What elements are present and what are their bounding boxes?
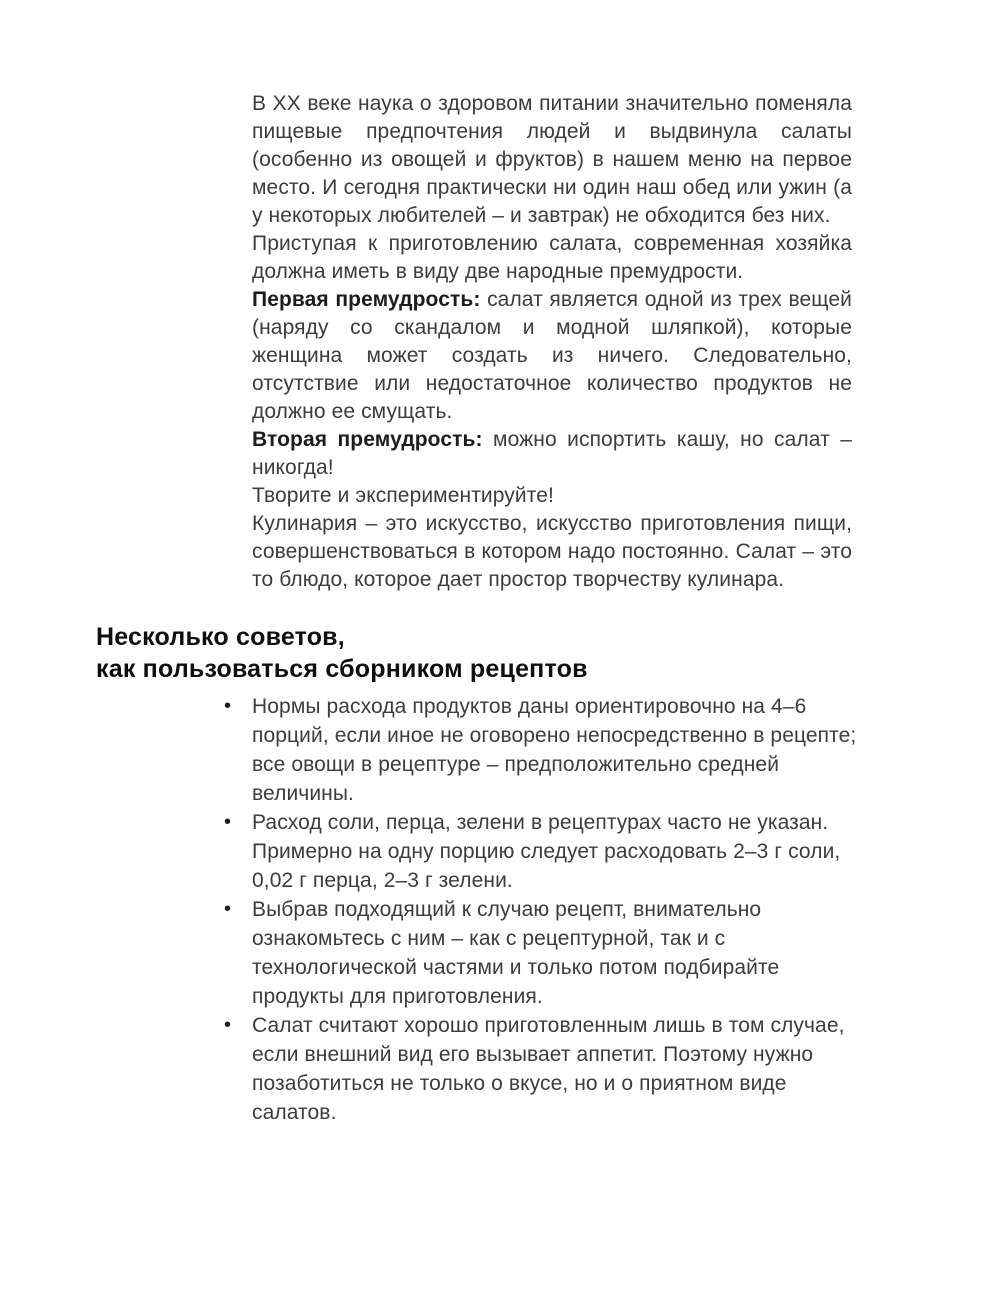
paragraph-text: В ХХ веке наука о здоровом питании значительно поменяла пищевые предпочтения людей и выдвинула салаты (особенно из овощей и фруктов) в нашем меню на первое место. И сегодня практически ни один наш обед или ужин (а у некоторых любителей – и завтрак) не обходится без них. bbox=[252, 92, 852, 227]
section-heading bbox=[96, 621, 588, 685]
heading-line-2: как пользоваться сборником рецептов bbox=[96, 654, 588, 683]
bullet-icon: • bbox=[224, 811, 232, 833]
heading-line-1: Несколько советов, bbox=[96, 622, 345, 651]
tip-item bbox=[224, 895, 858, 1011]
paragraph-text: салат является одной из трех вещей (наряду со скандалом и модной шляпкой), которые женщина может создать из ничего. Следовательно, отсутствие или недостаточное количество продуктов не должно ее смущать. bbox=[252, 288, 852, 423]
paragraph bbox=[252, 482, 852, 510]
paragraph-lead: Вторая премудрость: bbox=[252, 428, 483, 451]
intro-section bbox=[252, 90, 852, 594]
tip-text: Расход соли, перца, зелени в рецептурах часто не указан. Примерно на одну порцию следует расходовать 2–3 г соли, 0,02 г перца, 2–3 г зелени. bbox=[252, 811, 841, 892]
paragraph-text: Творите и экспериментируйте! bbox=[252, 484, 554, 507]
paragraph bbox=[252, 510, 852, 594]
tips-list bbox=[224, 692, 858, 1127]
paragraph-text: можно испортить кашу, но салат – никогда! bbox=[252, 428, 853, 479]
paragraph bbox=[252, 286, 852, 426]
tip-item bbox=[224, 1011, 858, 1127]
tip-text: Нормы расхода продуктов даны ориентировочно на 4–6 порций, если иное не оговорено непосредственно в рецепте; все овощи в рецептуре – предположительно средней величины. bbox=[252, 695, 857, 805]
paragraph bbox=[252, 230, 852, 286]
paragraph-lead: Первая премудрость: bbox=[252, 288, 481, 311]
paragraph bbox=[252, 426, 852, 482]
tip-item bbox=[224, 808, 858, 895]
tip-item bbox=[224, 692, 858, 808]
tip-text: Салат считают хорошо приготовленным лишь в том случае, если внешний вид его вызывает аппетит. Поэтому нужно позаботиться не только о вкусе, но и о приятном виде салатов. bbox=[252, 1014, 845, 1124]
bullet-icon: • bbox=[224, 1014, 232, 1036]
bullet-icon: • bbox=[224, 695, 232, 717]
bullet-icon: • bbox=[224, 898, 232, 920]
paragraph-text: Кулинария – это искусство, искусство приготовления пищи, совершенствоваться в котором надо постоянно. Салат – это то блюдо, которое дает простор творчеству кулинара. bbox=[252, 512, 852, 591]
paragraph bbox=[252, 90, 852, 230]
tip-text: Выбрав подходящий к случаю рецепт, внимательно ознакомьтесь с ним – как с рецептурной, так и с технологической частями и только потом подбирайте продукты для приготовления. bbox=[252, 898, 780, 1008]
paragraph-text: Приступая к приготовлению салата, современная хозяйка должна иметь в виду две народные премудрости. bbox=[252, 232, 852, 283]
